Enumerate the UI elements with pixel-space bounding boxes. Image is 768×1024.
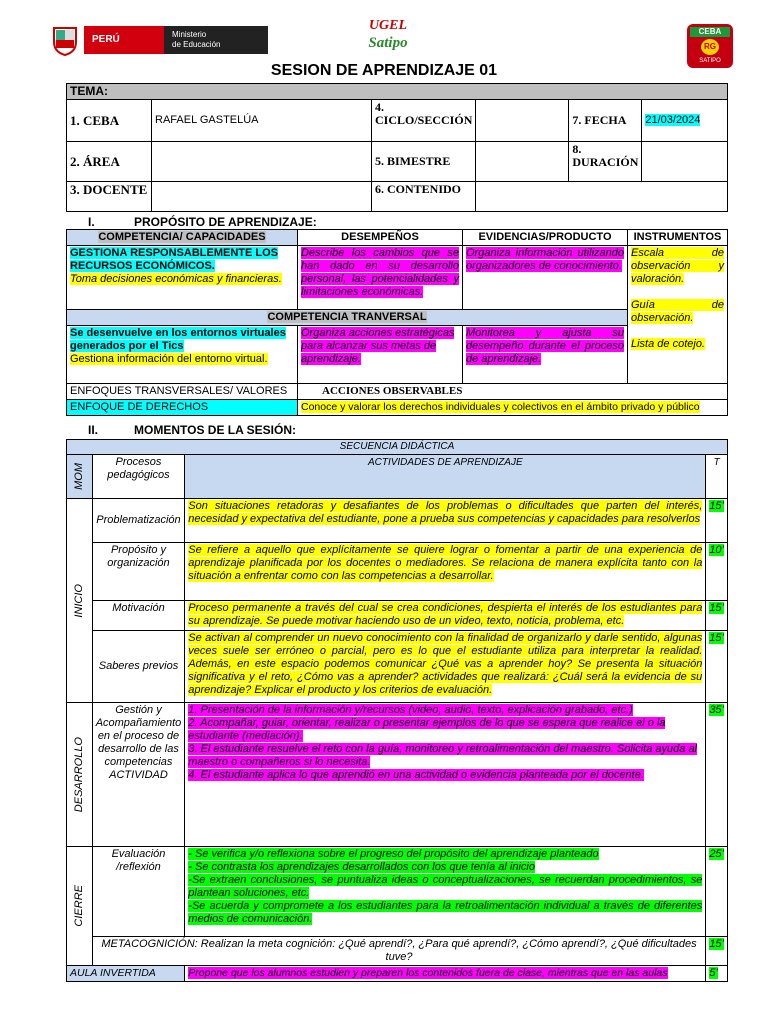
desarrollo-cell: DESARROLLO bbox=[67, 703, 93, 847]
motivacion-t-cell: 15’ bbox=[706, 601, 728, 631]
desempeno-cell: Describe los cambios que se han dado en su desarrollo personal, las potencialidades y limitaciones económicas. bbox=[298, 246, 463, 310]
col-instrumentos: INSTRUMENTOS bbox=[628, 230, 728, 246]
proposito-table bbox=[66, 229, 728, 416]
duracion-value bbox=[642, 142, 728, 182]
ciclo-value bbox=[476, 100, 569, 142]
motivacion-text: Proceso permanente a través del cual se crea condiciones, despierta el interés de los estudiantes para su aprendizaje. Se puede motivar haciendo uso de un video, texto, noticia, problema, etc. bbox=[185, 601, 706, 631]
col-competencia: COMPETENCIA/ CAPACIDADES bbox=[67, 230, 298, 246]
motivacion-label: Motivación bbox=[92, 601, 185, 631]
contenido-label: 6. CONTENIDO bbox=[372, 182, 476, 212]
aula-label: AULA INVERTIDA bbox=[67, 966, 185, 982]
tema-label: TEMA: bbox=[67, 84, 728, 100]
gestion-t-cell: 35’ bbox=[706, 703, 728, 847]
evaluacion-t-cell: 25’ bbox=[706, 847, 728, 937]
section-2-heading: MOMENTOS DE LA SESIÓN: bbox=[134, 423, 297, 437]
gestion-text: 1. Presentación de la información y/recursos (video, audio, texto, explicación grabado, etc.) 2. Acompañar, guiar, orientar, realizar o presentar ejemplos de lo que se espera que realice el o la estudiante (mediación). 3. El estudiante resuelve el reto con la guía, monitoreo y retroalimentación del maestro. Solicita ayuda al maestro o compañeros si lo necesita. 4. El estudiante aplica lo que aprendió en una actividad o evidencia planteada por el docente. bbox=[185, 703, 706, 847]
col-evidencias: EVIDENCIAS/PRODUCTO bbox=[463, 230, 628, 246]
fecha-cell bbox=[642, 100, 728, 142]
competencia-cap: Toma decisiones económicas y financieras. bbox=[70, 273, 282, 285]
competencia-cell bbox=[67, 246, 298, 310]
saberes-label: Saberes previos bbox=[92, 631, 185, 703]
proposito-text: Se refiere a aquello que explícitamente se quiere lograr o fomentar a partir de una experiencia de aprendizaje planificada por los docentes o mediadores. Se relaciona de manera explícita tanto con la situación a enfrentar como con las competencias a desarrollar. bbox=[185, 543, 706, 601]
problematizacion-t-cell: 15’ bbox=[706, 499, 728, 543]
metacognicion-t-cell: 15’ bbox=[706, 937, 728, 966]
cierre-cell: CIERRE bbox=[67, 847, 93, 966]
transversal-desempeno: Organiza acciones estratégicas para alcanzar sus metas de aprendizaje. bbox=[298, 326, 463, 384]
peru-label: PERÚ bbox=[84, 26, 164, 54]
aula-text: Propone que los alumnos estudien y preparen los contenidos fuera de clase, mientras que en las aulas bbox=[185, 966, 706, 982]
enfoque-value: ENFOQUE DE DERECHOS bbox=[67, 400, 298, 416]
proposito-label: Propósito y organización bbox=[92, 543, 185, 601]
proposito-t-cell: 10’ bbox=[706, 543, 728, 601]
transversal-evidencia: Monitorea y ajusta su desempeño durante el proceso de aprendizaje. bbox=[463, 326, 628, 384]
transversal-cell: Se desenvuelve en los entornos virtuales generados por el Tics Gestiona información del entorno virtual. bbox=[67, 326, 298, 384]
col-mom: MOM bbox=[67, 455, 93, 499]
section-1-heading: PROPÓSITO DE APRENDIZAJE: bbox=[134, 215, 317, 229]
inicio-cell: INICIO bbox=[67, 499, 93, 703]
bimestre-label: 5. BIMESTRE bbox=[372, 142, 476, 182]
transversal-heading: COMPETENCIA TRANVERSAL bbox=[67, 310, 628, 326]
problematizacion-text: Son situaciones retadoras y desafiantes de los problemas o dificultades que parten del interés, necesidad y expectativa del estudiante, pone a prueba sus competencias y capacidades para resolverlos bbox=[185, 499, 706, 543]
info-table bbox=[66, 83, 728, 212]
docente-label: 3. DOCENTE bbox=[67, 182, 152, 212]
secuencia-heading: SECUENCIA DIDÁCTICA bbox=[67, 440, 728, 455]
accion-cell: Conoce y valorar los derechos individuales y colectivos en el ámbito privado y público bbox=[298, 400, 728, 416]
ceba-logo: CEBA RG SATIPO bbox=[687, 24, 733, 68]
fecha-label: 7. FECHA bbox=[569, 100, 642, 142]
docente-value bbox=[152, 182, 372, 212]
evidencia-cell: Organiza información utilizando organizadores de conocimiento. bbox=[463, 246, 628, 310]
acciones-label: ACCIONES OBSERVABLES bbox=[298, 384, 728, 400]
saberes-text: Se activan al comprender un nuevo conocimiento con la finalidad de organizarlo y darle sentido, algunas veces suele ser erróneo o parcial, pero es lo que el estudiante utiliza para interpretar la realidad. Además, en este espacio podemos comunicar ¿Qué vas a aprender hoy? Se presenta la situación significativa y el reto, ¿Cómo vas a aprender? actividades que realizará: ¿Cuál será la evidencia de su aprendizaje? Explicar el producto y los criterios de evaluación. bbox=[185, 631, 706, 703]
duracion-label: 8. DURACIÓN bbox=[569, 142, 642, 182]
fecha-value: 21/03/2024 bbox=[645, 114, 701, 126]
problematizacion-label: Problematización bbox=[92, 499, 185, 543]
instrumentos-cell: Escala de observación y valoración. Guía de observación. Lista de cotejo. bbox=[628, 246, 728, 384]
bimestre-value bbox=[476, 142, 569, 182]
ciclo-label: 4. CICLO/SECCIÓN bbox=[372, 100, 476, 142]
col-t: T bbox=[706, 455, 728, 499]
momentos-table bbox=[66, 439, 728, 982]
evaluacion-text: - Se verifica y/o reflexiona sobre el progreso del propósito del aprendizaje planteado - Se contrasta los aprendizajes desarrollados con los que tenía al inicio -Se extraen conclusiones, se puntualiza ideas o conceptualizaciones, se recuerdan procedimientos, se plantean soluciones, etc. -Se acuerda y compromete a los estudiantes para la retroalimentación individual a través de diferentes medios de comunicación. bbox=[185, 847, 706, 937]
minedu-logo bbox=[50, 24, 220, 58]
area-value bbox=[152, 142, 372, 182]
section-1-num: I. bbox=[88, 215, 95, 229]
ceba-value: RAFAEL GASTELÚA bbox=[152, 100, 372, 142]
area-label: 2. ÁREA bbox=[67, 142, 152, 182]
metacognicion-text: METACOGNICIÓN: Realizan la meta cognición: ¿Qué aprendí?, ¿Para qué aprendí?, ¿Cómo aprendí?, ¿Qué dificultades tuve? bbox=[92, 937, 706, 966]
ministerio-label: Ministerio de Educación bbox=[164, 26, 268, 54]
page-title: SESION DE APRENDIZAJE 01 bbox=[270, 62, 498, 79]
col-actividades: ACTIVIDADES DE APRENDIZAJE bbox=[185, 455, 706, 499]
peru-shield-icon bbox=[50, 24, 80, 56]
ceba-label: 1. CEBA bbox=[67, 100, 152, 142]
gestion-label: Gestión y Acompañamiento en el proceso de desarrollo de las competencias ACTIVIDAD bbox=[92, 703, 185, 847]
enfoques-label: ENFOQUES TRANSVERSALES/ VALORES bbox=[67, 384, 298, 400]
col-procesos: Procesos pedagógicos bbox=[92, 455, 185, 499]
section-2-num: II. bbox=[88, 423, 99, 437]
competencia-title: GESTIONA RESPONSABLEMENTE LOS RECURSOS ECONÓMICOS. bbox=[70, 247, 279, 272]
saberes-t-cell: 15’ bbox=[706, 631, 728, 703]
ugel-logo: UGEL Satipo bbox=[368, 18, 408, 51]
col-desempenos: DESEMPEÑOS bbox=[298, 230, 463, 246]
contenido-value bbox=[476, 182, 728, 212]
evaluacion-label: Evaluación /reflexión bbox=[92, 847, 185, 937]
aula-t-cell: 5’ bbox=[706, 966, 728, 982]
